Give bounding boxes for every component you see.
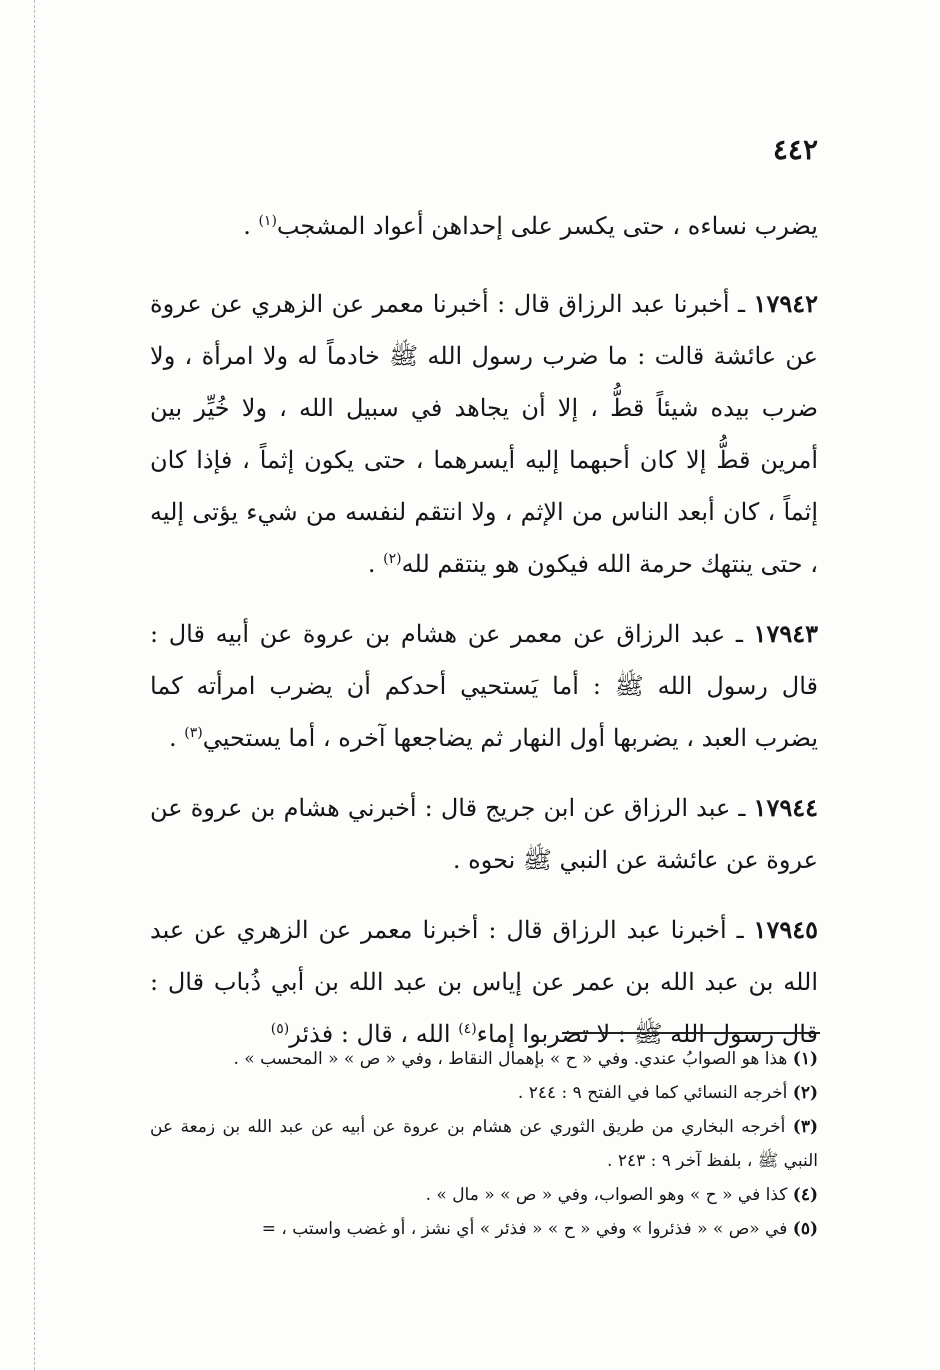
footnote-number: (٤) xyxy=(792,1185,818,1205)
footnote-3 xyxy=(150,1110,818,1178)
paragraph-tail: . xyxy=(243,212,259,240)
paragraph-text: ـ أخبرنا عبد الرزاق قال : أخبرنا معمر عن الزهري عن عروة عن عائشة قالت : ما ضرب رسول الله ﷺ خادماً له ولا امرأة ، ولا ضرب بيده شيئاً قطُّ ، إلا أن يجاهد في سبيل الله ، ولا خُيِّر بين أمرين قطُّ إلا كان أحبهما إليه أيسرهما ، حتى يكون إثماً ، فإذا كان إثماً ، كان أبعد الناس من الإثم ، ولا انتقم لنفسه من شيء يؤتى إليه ، حتى ينتهك حرمة الله فيكون هو ينتقم لله xyxy=(150,290,818,578)
paragraph-text: ـ عبد الرزاق عن ابن جريج قال : أخبرني هشام بن عروة عن عروة عن عائشة عن النبي ﷺ نحوه . xyxy=(150,794,818,874)
paragraph-text: ـ عبد الرزاق عن معمر عن هشام بن عروة عن أبيه قال : قال رسول الله ﷺ : أما يَستحيي أحدكم أن يضرب امرأته كما يضرب العبد ، يضربها أول النهار ثم يضاجعها آخره ، أما يستحيي xyxy=(150,620,818,752)
main-text xyxy=(150,200,818,1078)
hadith-number: ١٧٩٤٣ xyxy=(753,619,818,648)
footnote-text: هذا هو الصوابُ عندي. وفي « ح » بإهمال النقاط ، وفي « ص » « المحسب » . xyxy=(233,1049,793,1069)
paragraph-tail: . xyxy=(367,550,384,578)
footnote-5 xyxy=(150,1212,818,1246)
footnote-2 xyxy=(150,1076,818,1110)
binding-edge-line xyxy=(34,0,35,1370)
paragraph-continuation xyxy=(150,200,818,252)
footnote-ref: (٣) xyxy=(184,725,203,741)
footnote-ref: (١) xyxy=(258,213,277,229)
paragraph-tail: الله ، قال : فذئر xyxy=(289,1020,459,1048)
hadith-17945 xyxy=(150,904,818,1060)
paragraph-text: يضرب نساءه ، حتى يكسر على إحداهن أعواد المشجب xyxy=(276,212,818,240)
footnote-number: (٢) xyxy=(792,1083,818,1103)
footnote-number: (٣) xyxy=(792,1117,818,1137)
footnotes xyxy=(150,1042,818,1246)
hadith-number: ١٧٩٤٢ xyxy=(753,289,818,318)
footnote-ref: (٢) xyxy=(383,551,402,567)
hadith-number: ١٧٩٤٤ xyxy=(753,793,818,822)
footnote-text: كذا في « ح » وهو الصواب، وفي « ص » « مال » . xyxy=(425,1185,793,1205)
footnote-text: أخرجه النسائي كما في الفتح ٩ : ٢٤٤ . xyxy=(517,1083,793,1103)
footnote-1 xyxy=(150,1042,818,1076)
footnote-ref: (٤) xyxy=(458,1021,477,1037)
footnote-text: في «ص » « فذئروا » وفي « ح » « فذئر » أي نشز ، أو غضب واستب ، = xyxy=(261,1219,793,1239)
paragraph-text: ـ أخبرنا عبد الرزاق قال : أخبرنا معمر عن الزهري عن عبد الله بن عبد الله بن عمر عن إياس بن عبد الله بن أبي ذُباب قال : قال رسول الله ﷺ : لا تضربوا إماء xyxy=(150,916,818,1048)
footnote-text: أخرجه البخاري من طريق الثوري عن هشام بن عروة عن أبيه عن عبد الله بن زمعة عن النبي ﷺ ، بلفظ آخر ٩ : ٢٤٣ . xyxy=(150,1117,818,1171)
footnote-ref: (٥) xyxy=(270,1021,290,1037)
page-number: ٤٤٢ xyxy=(772,133,818,166)
hadith-17942 xyxy=(150,278,818,590)
footnote-number: (١) xyxy=(792,1049,818,1069)
footnote-number: (٥) xyxy=(792,1219,818,1239)
hadith-17944 xyxy=(150,782,818,886)
footnote-separator xyxy=(562,1032,820,1034)
paragraph-tail: . xyxy=(168,724,185,752)
footnote-4 xyxy=(150,1178,818,1212)
hadith-17943 xyxy=(150,608,818,764)
hadith-number: ١٧٩٤٥ xyxy=(753,915,818,944)
